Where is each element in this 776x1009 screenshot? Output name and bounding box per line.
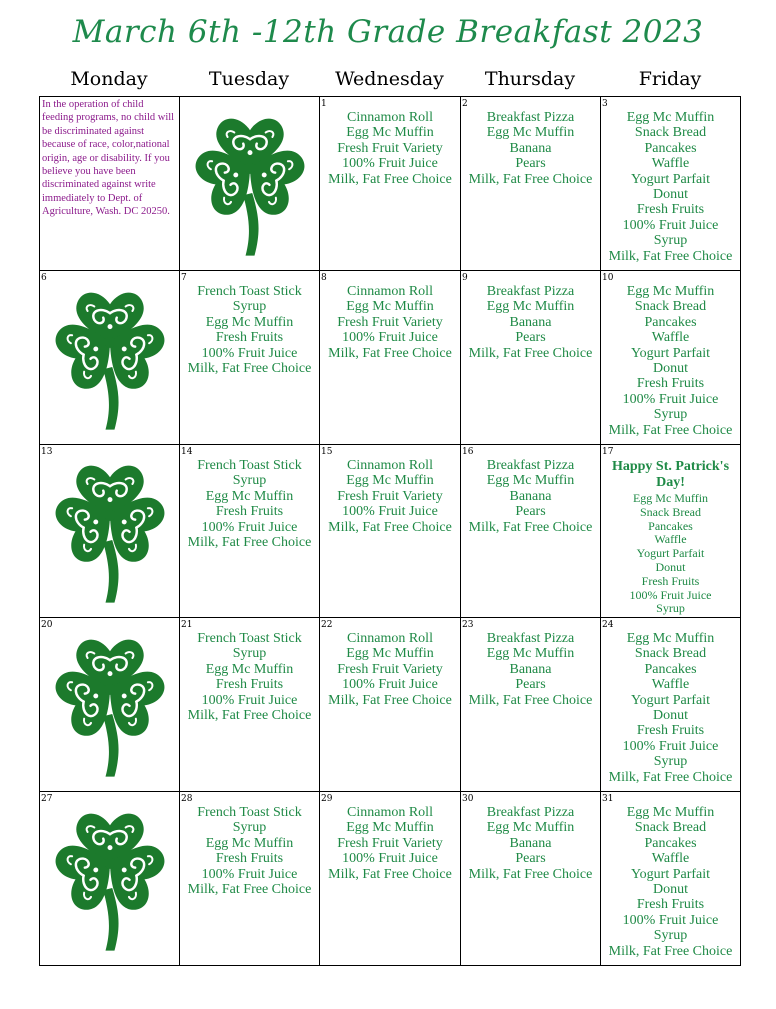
menu-item: Egg Mc Muffin — [626, 110, 715, 125]
menu-item: Snack Bread — [634, 820, 707, 836]
menu-item: Egg Mc Muffin — [486, 820, 575, 836]
menu-item: Waffle — [651, 851, 690, 867]
menu-item: Fresh Fruit Variety — [337, 488, 443, 504]
date-number: 17 — [602, 447, 614, 457]
menu-item: Banana — [509, 314, 552, 330]
menu-item: Milk, Fat Free Choice — [608, 248, 733, 264]
menu-item: Yogurt Parfait — [630, 345, 711, 361]
menu-item: Egg Mc Muffin — [626, 805, 715, 820]
date-number: 9 — [462, 273, 468, 283]
date-number: 13 — [41, 447, 53, 457]
day-cell-tuesday — [180, 97, 320, 271]
menu-item: Milk, Fat Free Choice — [187, 535, 312, 551]
menu-item: Syrup — [653, 233, 688, 249]
menu-item: 100% Fruit Juice — [622, 391, 719, 407]
menu-item: Milk, Fat Free Choice — [608, 422, 733, 438]
holiday-greeting: Happy St. Patrick's Day! — [611, 459, 730, 490]
date-number: 24 — [602, 620, 614, 630]
menu-item: Pears — [515, 504, 546, 520]
menu-item: Egg Mc Muffin — [205, 314, 294, 330]
menu-item: Fresh Fruits — [215, 504, 284, 520]
menu-item: Milk, Fat Free Choice — [328, 519, 452, 535]
menu-item: Syrup — [653, 928, 688, 944]
menu-list — [320, 618, 460, 708]
menu-item: French Toast Stick — [197, 458, 302, 473]
day-header-thursday: Thursday — [484, 68, 576, 90]
menu-item: Pancakes — [644, 140, 697, 156]
day-cell-friday — [601, 618, 741, 792]
menu-item: Fresh Fruits — [636, 376, 705, 392]
menu-item: Fresh Fruits — [215, 677, 284, 693]
menu-list — [461, 445, 600, 535]
menu-item: Breakfast Pizza — [486, 284, 575, 299]
day-header-monday: Monday — [70, 68, 148, 90]
date-number: 21 — [181, 620, 193, 630]
menu-item: Egg Mc Muffin — [346, 473, 434, 489]
day-cell-wednesday — [320, 792, 461, 966]
menu-item: Yogurt Parfait — [630, 692, 711, 708]
date-number: 27 — [41, 794, 53, 804]
menu-item: Egg Mc Muffin — [626, 631, 715, 646]
date-number: 3 — [602, 99, 608, 109]
menu-item: Pears — [515, 677, 546, 693]
day-cell-wednesday — [320, 618, 461, 792]
menu-item: Donut — [653, 187, 688, 203]
menu-item: Syrup — [232, 646, 267, 662]
menu-item: Milk, Fat Free Choice — [608, 943, 733, 959]
menu-item: Milk, Fat Free Choice — [187, 882, 312, 898]
date-number: 8 — [321, 273, 327, 283]
menu-list — [601, 445, 740, 616]
menu-item: Fresh Fruits — [636, 202, 705, 218]
menu-list — [320, 271, 460, 361]
day-cell-friday — [601, 792, 741, 966]
menu-item: Donut — [655, 559, 686, 574]
week-row — [40, 97, 741, 271]
date-number: 10 — [602, 273, 614, 283]
day-cell-thursday — [461, 445, 601, 618]
date-number: 16 — [462, 447, 474, 457]
menu-item: Fresh Fruits — [215, 330, 284, 346]
menu-item: Pears — [515, 330, 546, 346]
menu-item: Milk, Fat Free Choice — [468, 519, 593, 535]
menu-item: Milk, Fat Free Choice — [468, 345, 593, 361]
menu-item: Syrup — [232, 820, 267, 836]
menu-item: Banana — [509, 835, 552, 851]
day-header-wednesday: Wednesday — [335, 68, 444, 90]
menu-item: Pancakes — [644, 314, 697, 330]
menu-item: Breakfast Pizza — [486, 110, 575, 125]
menu-item: 100% Fruit Juice — [342, 677, 438, 693]
menu-list — [180, 445, 319, 550]
menu-item: Syrup — [656, 601, 685, 616]
menu-item: Waffle — [651, 156, 690, 172]
day-cell-wednesday — [320, 271, 461, 445]
week-row — [40, 271, 741, 445]
menu-item: Banana — [509, 488, 552, 504]
menu-item: Milk, Fat Free Choice — [187, 361, 312, 377]
menu-list — [320, 792, 460, 882]
menu-item: Pancakes — [648, 518, 693, 533]
nondiscrimination-notice: In the operation of child feeding programs, no child will be discriminated against because of race, color,national origin, age or disability. If you believe you have been discriminated against write immediately to Dept. of Agriculture, Wash. DC 20250. — [42, 99, 175, 218]
menu-item: Cinnamon Roll — [347, 284, 433, 299]
menu-item: Syrup — [232, 473, 267, 489]
menu-list — [601, 97, 740, 264]
date-number: 15 — [321, 447, 333, 457]
date-number: 22 — [321, 620, 333, 630]
date-number: 20 — [41, 620, 53, 630]
menu-item: 100% Fruit Juice — [622, 912, 719, 928]
menu-item: Pancakes — [644, 835, 697, 851]
day-cell-monday — [40, 97, 180, 271]
date-number: 31 — [602, 794, 614, 804]
day-cell-tuesday — [180, 792, 320, 966]
menu-item: Milk, Fat Free Choice — [328, 171, 452, 187]
menu-item: 100% Fruit Juice — [342, 156, 438, 172]
week-row — [40, 618, 741, 792]
menu-item: Syrup — [232, 299, 267, 315]
menu-list — [461, 97, 600, 187]
menu-item: Snack Bread — [634, 299, 707, 315]
menu-item: Pears — [515, 156, 546, 172]
menu-list — [601, 792, 740, 959]
menu-list — [461, 792, 600, 882]
menu-item: Egg Mc Muffin — [486, 125, 575, 141]
menu-item: Snack Bread — [634, 646, 707, 662]
menu-item: Fresh Fruit Variety — [337, 140, 443, 156]
menu-item: Milk, Fat Free Choice — [608, 769, 733, 785]
day-cell-thursday — [461, 792, 601, 966]
shamrock-icon — [40, 271, 179, 444]
menu-item: Fresh Fruit Variety — [337, 661, 443, 677]
menu-item: Donut — [653, 708, 688, 724]
day-header-friday: Friday — [638, 68, 702, 90]
menu-item: French Toast Stick — [197, 631, 302, 646]
menu-item: 100% Fruit Juice — [201, 345, 298, 361]
shamrock-icon — [40, 445, 179, 617]
menu-item: French Toast Stick — [197, 284, 302, 299]
menu-item: Fresh Fruit Variety — [337, 835, 443, 851]
menu-item: Fresh Fruits — [215, 851, 284, 867]
menu-item: Snack Bread — [640, 504, 701, 519]
menu-item: Snack Bread — [634, 125, 707, 141]
menu-item: Egg Mc Muffin — [346, 646, 434, 662]
date-number: 6 — [41, 273, 47, 283]
menu-item: Egg Mc Muffin — [486, 646, 575, 662]
week-row — [40, 445, 741, 618]
day-cell-thursday — [461, 618, 601, 792]
menu-item: Milk, Fat Free Choice — [468, 866, 593, 882]
menu-item: 100% Fruit Juice — [201, 692, 298, 708]
shamrock-icon — [40, 618, 179, 791]
day-cell-tuesday — [180, 271, 320, 445]
menu-item: 100% Fruit Juice — [342, 504, 438, 520]
menu-item: Pancakes — [644, 661, 697, 677]
menu-item: Donut — [653, 361, 688, 377]
date-number: 2 — [462, 99, 468, 109]
menu-list — [461, 618, 600, 708]
day-cell-monday — [40, 445, 180, 618]
menu-list — [601, 618, 740, 785]
menu-item: Yogurt Parfait — [630, 866, 711, 882]
shamrock-icon — [180, 97, 319, 270]
menu-item: French Toast Stick — [197, 805, 302, 820]
menu-item: Egg Mc Muffin — [486, 299, 575, 315]
menu-item: Waffle — [651, 677, 690, 693]
date-number: 14 — [181, 447, 193, 457]
menu-item: Egg Mc Muffin — [486, 473, 575, 489]
menu-item: Milk, Fat Free Choice — [328, 692, 452, 708]
menu-list — [320, 445, 460, 535]
menu-item: Yogurt Parfait — [630, 171, 711, 187]
menu-item: Cinnamon Roll — [347, 110, 433, 125]
menu-item: Waffle — [654, 532, 687, 547]
menu-item: Egg Mc Muffin — [346, 125, 434, 141]
menu-item: Milk, Fat Free Choice — [468, 692, 593, 708]
menu-item: Fresh Fruit Variety — [337, 314, 443, 330]
menu-item: Pears — [515, 851, 546, 867]
date-number: 29 — [321, 794, 333, 804]
date-number: 28 — [181, 794, 193, 804]
day-cell-friday — [601, 445, 741, 618]
menu-item: Egg Mc Muffin — [205, 661, 294, 677]
menu-item: Milk, Fat Free Choice — [468, 171, 593, 187]
menu-item: Fresh Fruits — [636, 723, 705, 739]
menu-item: 100% Fruit Juice — [629, 587, 712, 602]
day-cell-friday — [601, 271, 741, 445]
day-cell-tuesday — [180, 618, 320, 792]
menu-item: 100% Fruit Juice — [622, 738, 719, 754]
day-cell-wednesday — [320, 445, 461, 618]
menu-item: Waffle — [651, 330, 690, 346]
menu-item: Donut — [653, 882, 688, 898]
menu-item: Syrup — [653, 754, 688, 770]
menu-item: 100% Fruit Juice — [342, 330, 438, 346]
menu-list — [180, 271, 319, 376]
menu-item: Milk, Fat Free Choice — [328, 866, 452, 882]
menu-list — [180, 792, 319, 897]
menu-item: Breakfast Pizza — [486, 458, 575, 473]
date-number: 7 — [181, 273, 187, 283]
day-cell-monday — [40, 618, 180, 792]
day-cell-friday — [601, 97, 741, 271]
menu-item: Banana — [509, 661, 552, 677]
day-header-row — [39, 68, 740, 90]
menu-item: Egg Mc Muffin — [346, 299, 434, 315]
day-cell-tuesday — [180, 445, 320, 618]
menu-item: Egg Mc Muffin — [205, 835, 294, 851]
menu-item: Banana — [509, 140, 552, 156]
page-title: March 6th -12th Grade Breakfast 2023 — [72, 14, 704, 50]
menu-item: 100% Fruit Juice — [622, 217, 719, 233]
day-cell-thursday — [461, 97, 601, 271]
menu-item: Egg Mc Muffin — [632, 491, 709, 505]
menu-item: Cinnamon Roll — [347, 631, 433, 646]
shamrock-icon — [40, 792, 179, 965]
menu-item: Breakfast Pizza — [486, 631, 575, 646]
menu-item: Fresh Fruits — [636, 897, 705, 913]
menu-item: Egg Mc Muffin — [205, 488, 294, 504]
date-number: 1 — [321, 99, 327, 109]
menu-item: Milk, Fat Free Choice — [328, 345, 452, 361]
menu-item: Milk, Fat Free Choice — [187, 708, 312, 724]
week-row — [40, 792, 741, 966]
menu-item: Egg Mc Muffin — [346, 820, 434, 836]
menu-item: 100% Fruit Juice — [201, 866, 298, 882]
day-cell-monday — [40, 792, 180, 966]
day-cell-thursday — [461, 271, 601, 445]
menu-item: Yogurt Parfait — [636, 546, 705, 561]
menu-item: Cinnamon Roll — [347, 805, 433, 820]
menu-list — [461, 271, 600, 361]
date-number: 30 — [462, 794, 474, 804]
day-cell-wednesday — [320, 97, 461, 271]
menu-item: Fresh Fruits — [641, 573, 700, 588]
menu-item: Egg Mc Muffin — [626, 284, 715, 299]
date-number: 23 — [462, 620, 474, 630]
menu-item: Syrup — [653, 407, 688, 423]
menu-item: Cinnamon Roll — [347, 458, 433, 473]
menu-item: 100% Fruit Juice — [201, 519, 298, 535]
menu-list — [180, 618, 319, 723]
calendar-grid — [39, 96, 741, 966]
menu-item: Breakfast Pizza — [486, 805, 575, 820]
menu-item: 100% Fruit Juice — [342, 851, 438, 867]
day-cell-monday — [40, 271, 180, 445]
menu-list — [601, 271, 740, 438]
menu-list — [320, 97, 460, 187]
day-header-tuesday: Tuesday — [208, 68, 290, 90]
